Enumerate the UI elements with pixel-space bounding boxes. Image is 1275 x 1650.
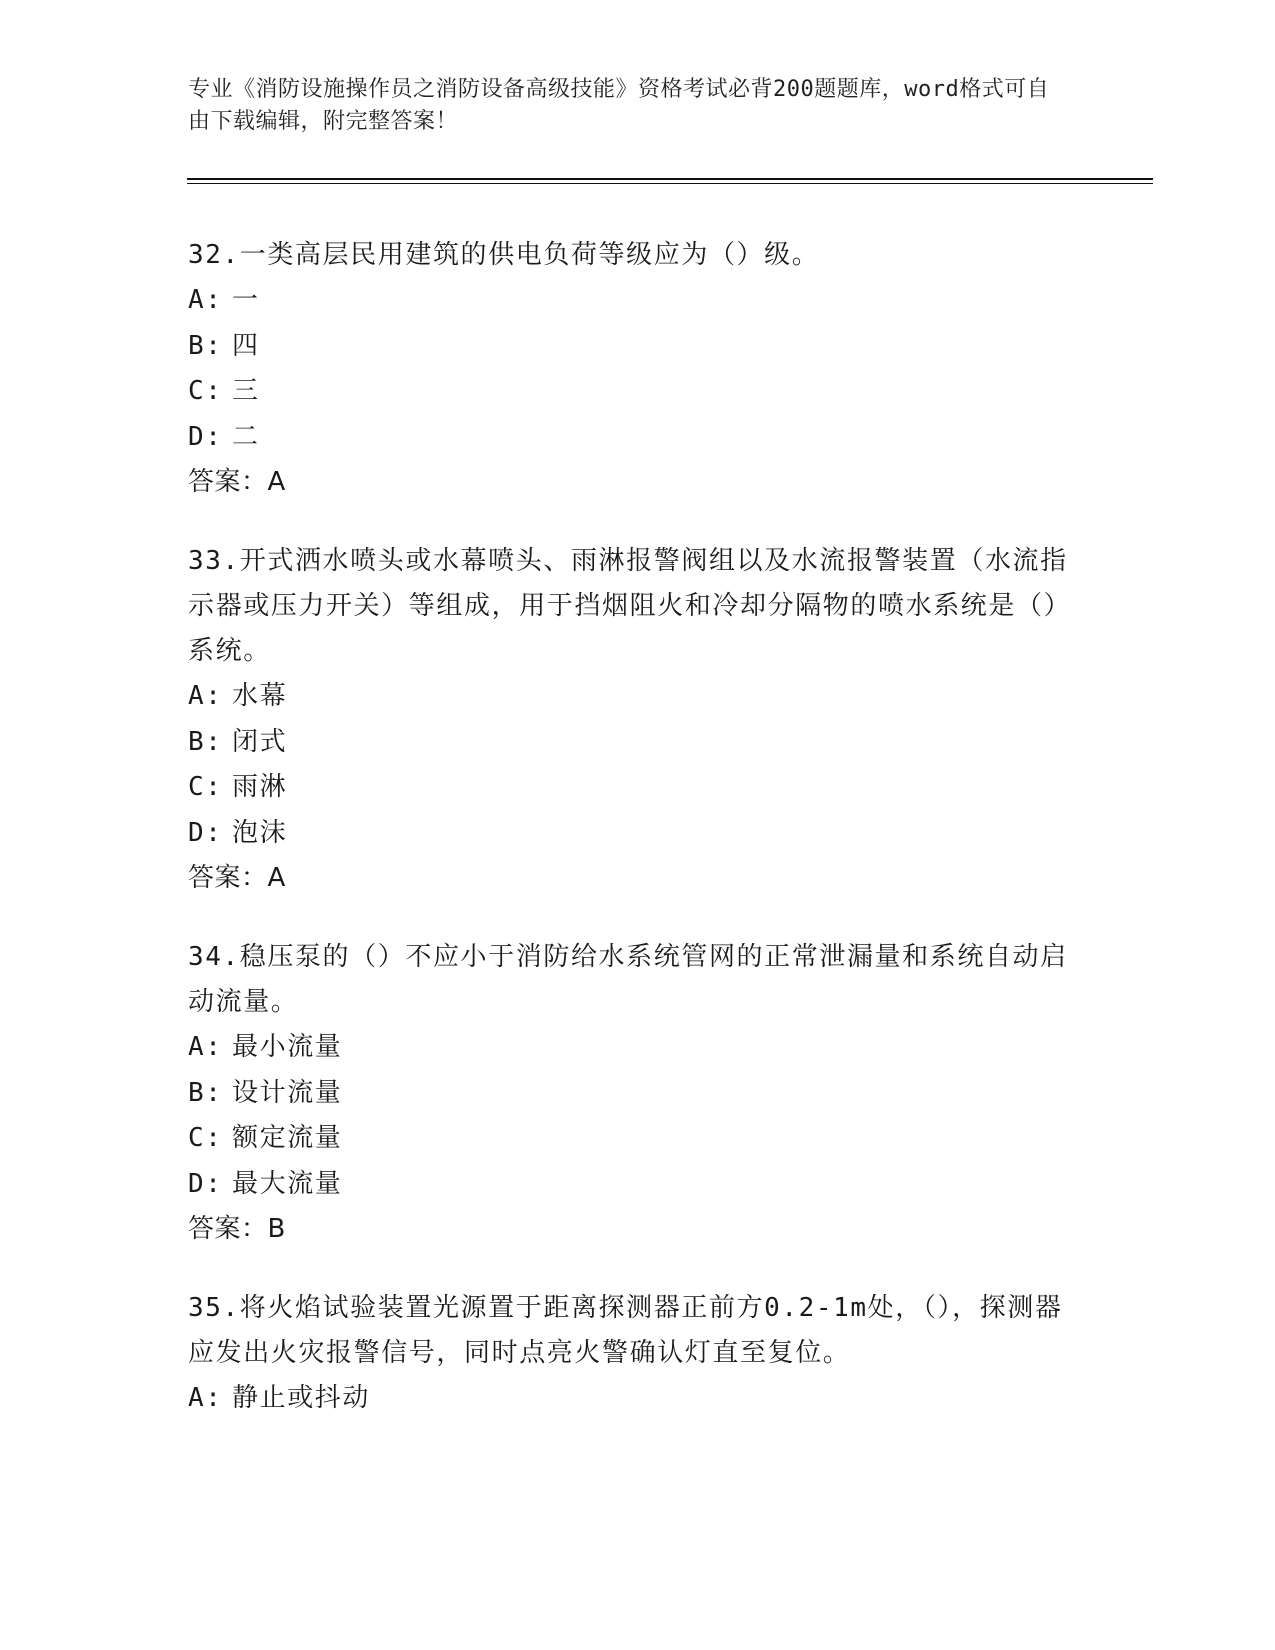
option-a: [188, 1376, 1088, 1422]
header-rule-thick: [187, 178, 1153, 180]
question-list: [188, 233, 1088, 1456]
option-c: [188, 1116, 1088, 1162]
option-b: [188, 324, 1088, 370]
option-text: 一: [232, 285, 260, 315]
header-rule-thin: [187, 183, 1153, 184]
question-33: [188, 539, 1088, 901]
option-text: 三: [232, 376, 260, 406]
option-letter: C:: [188, 1123, 223, 1153]
option-letter: A:: [188, 1032, 223, 1062]
option-letter: A:: [188, 681, 223, 711]
question-35: [188, 1286, 1088, 1422]
question-stem: 34.稳压泵的（）不应小于消防给水系统管网的正常泄漏量和系统自动启动流量。: [188, 942, 1068, 1017]
option-letter: D:: [188, 1168, 223, 1199]
option-letter: C:: [188, 772, 223, 802]
option-d: [188, 811, 1088, 857]
option-c: [188, 765, 1088, 811]
question-34: [188, 935, 1088, 1252]
option-letter: A:: [188, 1383, 223, 1413]
option-c: [188, 369, 1088, 415]
option-text: 额定流量: [232, 1123, 343, 1153]
option-d: [188, 415, 1088, 461]
option-letter: D:: [188, 817, 223, 848]
option-text: 泡沫: [232, 817, 288, 848]
question-32: [188, 233, 1088, 505]
option-b: [188, 1071, 1088, 1117]
option-letter: B:: [188, 1077, 223, 1108]
option-text: 四: [232, 330, 260, 361]
answer-line: 答案：A: [188, 863, 286, 893]
option-text: 设计流量: [232, 1077, 343, 1108]
option-text: 静止或抖动: [232, 1383, 371, 1413]
option-letter: D:: [188, 421, 223, 452]
option-a: [188, 1025, 1088, 1071]
option-d: [188, 1162, 1088, 1208]
option-text: 最小流量: [232, 1032, 343, 1062]
option-letter: C:: [188, 376, 223, 406]
option-text: 最大流量: [232, 1168, 343, 1199]
option-letter: A:: [188, 285, 223, 315]
option-text: 水幕: [232, 681, 288, 711]
option-b: [188, 720, 1088, 766]
option-text: 闭式: [232, 726, 288, 757]
answer-line: 答案：A: [188, 467, 286, 497]
option-letter: B:: [188, 726, 223, 757]
question-stem: 32.一类高层民用建筑的供电负荷等级应为（）级。: [188, 240, 820, 270]
option-a: [188, 278, 1088, 324]
option-a: [188, 674, 1088, 720]
question-stem: 35.将火焰试验装置光源置于距离探测器正前方0.2-1m处，（），探测器应发出火灾报警信号，同时点亮火警确认灯直至复位。: [188, 1293, 1063, 1368]
question-stem: 33.开式洒水喷头或水幕喷头、雨淋报警阀组以及水流报警装置（水流指示器或压力开关）等组成，用于挡烟阻火和冷却分隔物的喷水系统是（）系统。: [188, 546, 1072, 666]
option-text: 二: [232, 421, 260, 452]
option-letter: B:: [188, 330, 223, 361]
document-header: 专业《消防设施操作员之消防设备高级技能》资格考试必背200题题库，word格式可自由下载编辑，附完整答案！: [188, 77, 1050, 134]
option-text: 雨淋: [232, 772, 288, 802]
answer-line: 答案：B: [188, 1214, 286, 1244]
